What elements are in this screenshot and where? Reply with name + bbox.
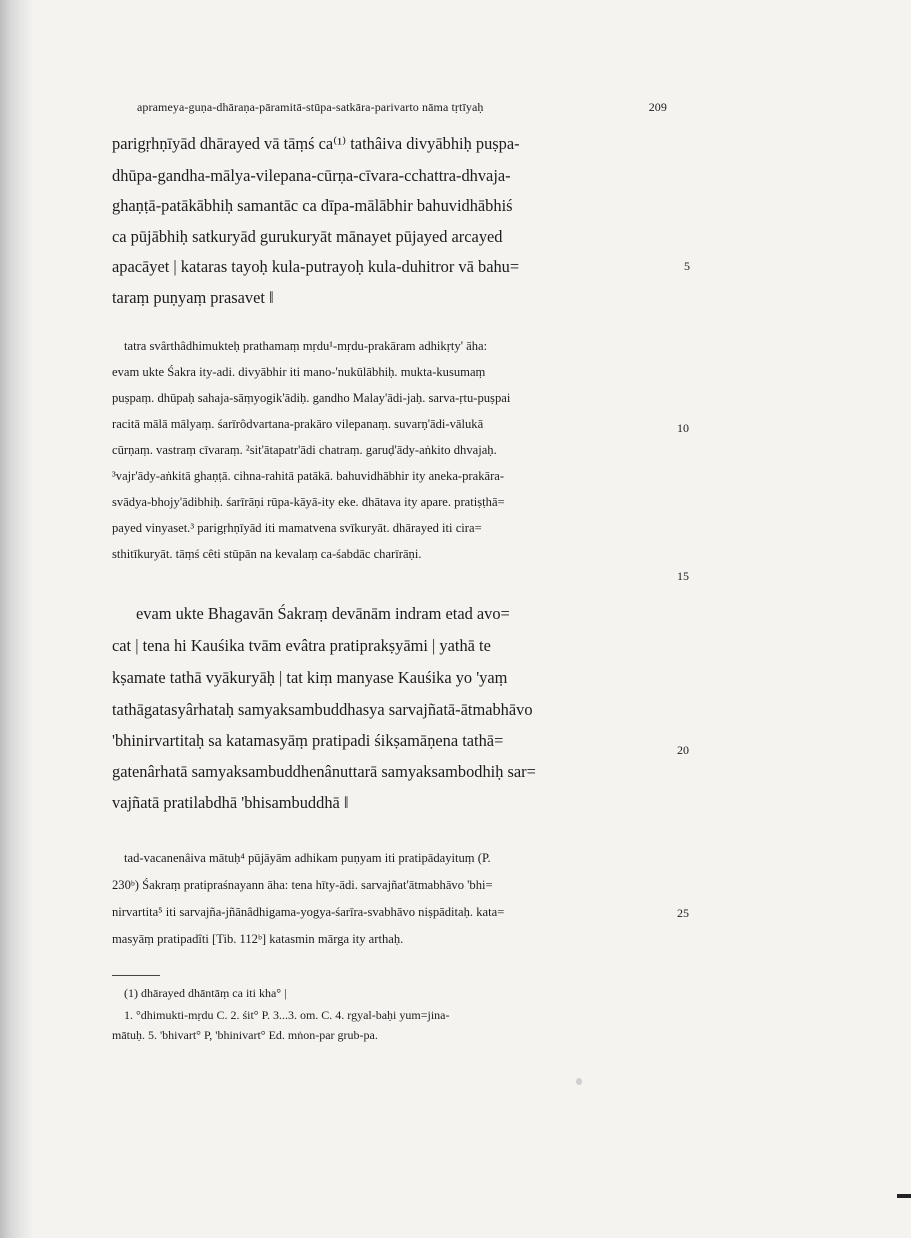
main-text-line: kṣamate tathā vyākuryāḥ | tat kiṃ manyase Kauśika yo 'yaṃ: [112, 668, 508, 687]
main-text-line: vajñatā pratilabdhā 'bhisambuddhā ‖: [112, 793, 349, 812]
main-text-line: 'bhinirvartitaḥ sa katamasyāṃ pratipadi śikṣamāṇena tathā=: [112, 731, 504, 750]
running-header: [137, 100, 667, 115]
commentary-line: tatra svârthâdhimukteḥ prathamaṃ mṛdu¹-mṛdu-prakāram adhikṛty' āha:: [124, 339, 488, 353]
edge-mark: [897, 1194, 911, 1198]
commentary-line: 230ᵇ) Śakraṃ pratipraśnayann āha: tena hīty-ādi. sarvajñat'ātmabhāvo 'bhi=: [112, 878, 493, 892]
running-title: aprameya-guṇa-dhāraṇa-pāramitā-stūpa-satkāra-parivarto nāma tṛtīyaḥ: [137, 100, 484, 114]
commentary-line: ³vajr'ādy-aṅkitā ghaṇṭā. cihna-rahitā patākā. bahuvidhābhir ity aneka-prakāra-: [112, 469, 505, 483]
footnote-line: mātuḥ. 5. 'bhivart° P, 'bhinivart° Ed. mṅon-par grub-pa.: [112, 1028, 378, 1042]
main-text-line: tathāgatasyârhataḥ samyaksambuddhasya sarvajñatā-ātmabhāvo: [112, 700, 533, 719]
main-text-line: dhūpa-gandha-mālya-vilepana-cūrṇa-cīvara-cchattra-dhvaja-: [112, 166, 511, 185]
main-text-line: apacāyet | kataras tayoḥ kula-putrayoḥ kula-duhitror vā bahu=: [112, 257, 520, 276]
main-text-line: ghaṇṭā-patākābhiḥ samantāc ca dīpa-mālābhir bahuvidhābhiś: [112, 196, 513, 215]
line-number: 5: [684, 259, 690, 273]
main-text-line: taraṃ puṇyaṃ prasavet ‖: [112, 288, 274, 307]
commentary-line: racitā mālā mālyaṃ. śarīrôdvartana-prakāro vilepanaṃ. suvarṇ'ādi-vālukā: [112, 417, 484, 431]
commentary-line: evam ukte Śakra ity-adi. divyābhir iti mano-'nukūlābhiḥ. mukta-kusumaṃ: [112, 365, 486, 379]
paper-speck: [576, 1078, 582, 1085]
line-number: 25: [677, 906, 689, 920]
main-text-line: parigṛhṇīyād dhārayed vā tāṃś ca⁽¹⁾ tathâiva divyābhiḥ puṣpa-: [112, 134, 520, 153]
line-number: 20: [677, 743, 689, 757]
main-text-line: gatenârhatā samyaksambuddhenânuttarā samyaksambodhiḥ sar=: [112, 762, 536, 781]
footnote-rule: [112, 975, 160, 976]
commentary-line: puṣpaṃ. dhūpaḥ sahaja-sāṃyogik'ādiḥ. gandho Malay'ādi-jaḥ. sarva-ṛtu-puṣpai: [112, 391, 511, 405]
commentary-line: masyāṃ pratipadîti [Tib. 112ᵇ] katasmin mārga ity arthaḥ.: [112, 932, 404, 946]
commentary-line: payed vinyaset.³ parigṛhṇīyād iti mamatvena svīkuryāt. dhārayed iti cira=: [112, 521, 482, 535]
commentary-line: sthitīkuryāt. tāṃś cêti stūpān na kevalaṃ ca-śabdāc charīrāṇi.: [112, 547, 422, 561]
page-number: 209: [648, 100, 667, 114]
footnote-line: 1. °dhimukti-mṛdu C. 2. śit° P. 3...3. om. C. 4. rgyal-baḥi yum=jina-: [124, 1008, 450, 1022]
line-number: 15: [677, 569, 689, 583]
footnote-line: (1) dhārayed dhāntāṃ ca iti kha° |: [124, 986, 287, 1000]
commentary-line: cūrṇaṃ. vastraṃ cīvaraṃ. ²sit'ātapatr'ādi chatraṃ. garuḍ'ādy-aṅkito dhvajaḥ.: [112, 443, 497, 457]
commentary-line: svādya-bhojy'ādibhiḥ. śarīrāṇi rūpa-kāyā-ity eke. dhātava ity apare. pratiṣṭhā=: [112, 495, 505, 509]
main-text-line: ca pūjābhiḥ satkuryād gurukuryāt mānayet pūjayed arcayed: [112, 227, 503, 246]
commentary-line: tad-vacanenâiva mātuḥ⁴ pūjāyām adhikam puṇyam iti pratipādayituṃ (P.: [124, 851, 491, 865]
line-number: 10: [677, 421, 689, 435]
main-text-line: evam ukte Bhagavān Śakraṃ devānām indram etad avo=: [136, 604, 510, 623]
commentary-line: nirvartita⁵ iti sarvajña-jñānâdhigama-yogya-śarīra-svabhāvo niṣpāditaḥ. kata=: [112, 905, 505, 919]
main-text-line: cat | tena hi Kauśika tvām evâtra pratiprakṣyāmi | yathā te: [112, 636, 491, 655]
